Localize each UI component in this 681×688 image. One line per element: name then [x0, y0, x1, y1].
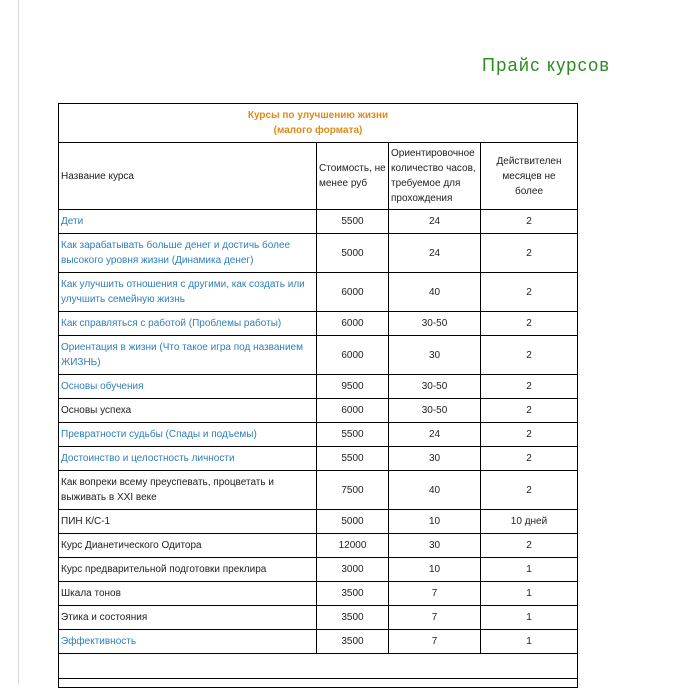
course-valid-cell — [481, 534, 578, 558]
course-cost-cell — [317, 447, 389, 471]
course-cost-value: 3500 — [341, 636, 364, 647]
course-valid-value: 1 — [526, 588, 532, 599]
course-valid-value: 2 — [526, 540, 532, 551]
course-cost-value: 6000 — [341, 405, 364, 416]
table-row — [59, 210, 578, 234]
course-cost-value: 5000 — [341, 516, 364, 527]
course-link[interactable]: Как справляться с работой (Проблемы работы) — [61, 318, 282, 329]
course-cost-cell — [317, 606, 389, 630]
course-hours-value: 30 — [428, 349, 441, 361]
course-link[interactable]: Ориентация в жизни (Что такое игра под названием ЖИЗНЬ) — [61, 342, 303, 368]
course-name-cell — [59, 375, 317, 399]
course-hours-value: 10 — [428, 516, 441, 527]
course-link[interactable]: Как улучшить отношения с другими, как создать или улучшить семейную жизнь — [61, 279, 305, 305]
course-name-cell — [59, 399, 317, 423]
price-table — [58, 103, 578, 688]
course-hours-value: 40 — [428, 286, 441, 298]
course-cost-value: 5500 — [341, 453, 364, 464]
course-link[interactable]: Превратности судьбы (Спады и подъемы) — [61, 429, 257, 440]
course-valid-value: 1 — [526, 636, 532, 647]
course-name-cell — [59, 510, 317, 534]
course-hours-cell — [389, 210, 481, 234]
course-valid-value: 2 — [526, 247, 532, 259]
course-valid-cell — [481, 273, 578, 312]
course-hours-value: 30 — [428, 453, 441, 464]
table-row — [59, 399, 578, 423]
course-cost-cell — [317, 534, 389, 558]
course-valid-cell — [481, 234, 578, 273]
course-cost-value: 12000 — [338, 540, 367, 551]
course-cost-value: 6000 — [341, 318, 364, 329]
table-row — [59, 510, 578, 534]
course-name: Шкала тонов — [61, 588, 121, 599]
course-hours-value: 30-50 — [421, 318, 448, 329]
page-left-border — [18, 0, 19, 685]
course-hours-cell — [389, 399, 481, 423]
course-name-cell — [59, 471, 317, 510]
course-valid-cell — [481, 399, 578, 423]
course-valid-value: 1 — [526, 564, 532, 575]
course-hours-value: 7 — [431, 612, 438, 623]
course-valid-cell — [481, 312, 578, 336]
table-caption — [59, 104, 578, 143]
empty-cell — [59, 679, 578, 688]
table-row — [59, 375, 578, 399]
course-valid-cell — [481, 606, 578, 630]
course-name: Этика и состояния — [61, 612, 148, 623]
course-link[interactable]: Основы обучения — [61, 381, 144, 392]
course-cost-cell — [317, 423, 389, 447]
course-cost-cell — [317, 273, 389, 312]
course-name-cell — [59, 534, 317, 558]
course-name-cell — [59, 210, 317, 234]
table-row — [59, 630, 578, 654]
course-cost-value: 3000 — [341, 564, 364, 575]
course-name-cell — [59, 312, 317, 336]
course-valid-value: 2 — [526, 318, 532, 329]
table-row — [59, 336, 578, 375]
course-name: Курс Дианетического Одитора — [61, 540, 202, 551]
course-valid-cell — [481, 582, 578, 606]
course-hours-cell — [389, 630, 481, 654]
course-valid-value: 2 — [526, 429, 532, 440]
course-valid-cell — [481, 336, 578, 375]
course-hours-cell — [389, 447, 481, 471]
course-hours-value: 30 — [428, 540, 441, 551]
course-hours-value: 7 — [431, 636, 438, 647]
caption-line-2: (малого формата) — [273, 125, 363, 136]
course-cost-cell — [317, 336, 389, 375]
table-row — [59, 234, 578, 273]
course-hours-cell — [389, 558, 481, 582]
header-name: Название курса — [59, 143, 317, 210]
table-row — [59, 558, 578, 582]
course-name-cell — [59, 630, 317, 654]
course-cost-value: 5500 — [341, 216, 364, 227]
course-hours-cell — [389, 234, 481, 273]
course-hours-value: 7 — [431, 588, 438, 599]
table-empty-row — [59, 679, 578, 688]
course-valid-value: 2 — [526, 286, 532, 298]
course-name-cell — [59, 273, 317, 312]
course-hours-cell — [389, 273, 481, 312]
table-empty-row — [59, 654, 578, 679]
course-hours-cell — [389, 312, 481, 336]
course-valid-value: 2 — [526, 405, 532, 416]
course-valid-value: 2 — [526, 349, 532, 361]
course-name-cell — [59, 558, 317, 582]
course-valid-cell — [481, 510, 578, 534]
course-cost-cell — [317, 471, 389, 510]
page-title: Прайс курсов — [482, 55, 611, 75]
course-cost-value: 9500 — [341, 381, 364, 392]
table-row — [59, 273, 578, 312]
course-name-cell — [59, 582, 317, 606]
course-hours-value: 24 — [428, 429, 441, 440]
course-cost-value: 7500 — [341, 484, 364, 496]
empty-cell — [59, 654, 578, 679]
course-cost-value: 6000 — [341, 349, 364, 361]
course-name-cell — [59, 606, 317, 630]
course-valid-value: 2 — [526, 484, 532, 496]
course-hours-value: 24 — [428, 247, 441, 259]
course-cost-cell — [317, 210, 389, 234]
course-valid-cell — [481, 471, 578, 510]
table-caption-row — [59, 104, 578, 143]
course-valid-cell — [481, 210, 578, 234]
course-name: Курс предварительной подготовки преклира — [61, 564, 267, 575]
course-cost-cell — [317, 375, 389, 399]
course-link[interactable]: Достоинство и целостность личности — [61, 453, 235, 464]
course-name-cell — [59, 423, 317, 447]
course-link[interactable]: Дети — [61, 216, 84, 227]
table-row — [59, 534, 578, 558]
header-cost: Стоимость, не менее руб — [317, 143, 389, 210]
caption-line-1: Курсы по улучшению жизни — [247, 110, 389, 121]
table-row — [59, 606, 578, 630]
course-cost-cell — [317, 510, 389, 534]
course-cost-cell — [317, 399, 389, 423]
course-name: Основы успеха — [61, 405, 132, 416]
course-cost-value: 6000 — [341, 286, 364, 298]
course-cost-value: 5500 — [341, 429, 364, 440]
course-cost-cell — [317, 234, 389, 273]
course-hours-cell — [389, 510, 481, 534]
course-hours-value: 30-50 — [421, 405, 448, 416]
course-hours-value: 30-50 — [421, 381, 448, 392]
course-hours-cell — [389, 375, 481, 399]
course-name-cell — [59, 234, 317, 273]
course-cost-cell — [317, 582, 389, 606]
header-valid: Действителен месяцев не более — [481, 143, 578, 210]
table-header-row — [59, 143, 578, 210]
course-name-cell — [59, 336, 317, 375]
course-valid-value: 1 — [526, 612, 532, 623]
course-valid-cell — [481, 447, 578, 471]
course-cost-cell — [317, 558, 389, 582]
table-row — [59, 447, 578, 471]
course-valid-cell — [481, 375, 578, 399]
course-valid-cell — [481, 558, 578, 582]
header-hours: Ориентировочное количество часов, требуемое для прохождения — [389, 143, 481, 210]
course-hours-value: 40 — [428, 484, 441, 496]
course-valid-value: 2 — [526, 453, 532, 464]
table-row — [59, 423, 578, 447]
course-hours-value: 24 — [428, 216, 441, 227]
course-name: ПИН К/С-1 — [61, 516, 111, 527]
course-cost-value: 3500 — [341, 588, 364, 599]
course-hours-cell — [389, 336, 481, 375]
course-link[interactable]: Как зарабатывать больше денег и достичь более высокого уровня жизни (Динамика денег) — [61, 240, 291, 266]
table-row — [59, 312, 578, 336]
course-hours-cell — [389, 582, 481, 606]
course-valid-cell — [481, 630, 578, 654]
course-valid-value: 2 — [526, 216, 532, 227]
course-name-cell — [59, 447, 317, 471]
course-hours-cell — [389, 423, 481, 447]
table-row — [59, 471, 578, 510]
course-cost-cell — [317, 630, 389, 654]
course-hours-value: 10 — [428, 564, 441, 575]
course-valid-cell — [481, 423, 578, 447]
table-row — [59, 582, 578, 606]
course-link[interactable]: Эффективность — [61, 636, 137, 647]
course-cost-cell — [317, 312, 389, 336]
course-cost-value: 5000 — [341, 247, 364, 259]
course-valid-value: 2 — [526, 381, 532, 392]
course-cost-value: 3500 — [341, 612, 364, 623]
course-hours-cell — [389, 606, 481, 630]
course-name: Как вопреки всему преуспевать, процветать и выживать в XXI веке — [61, 477, 274, 503]
course-valid-value: 10 дней — [510, 516, 548, 527]
course-hours-cell — [389, 471, 481, 510]
course-hours-cell — [389, 534, 481, 558]
